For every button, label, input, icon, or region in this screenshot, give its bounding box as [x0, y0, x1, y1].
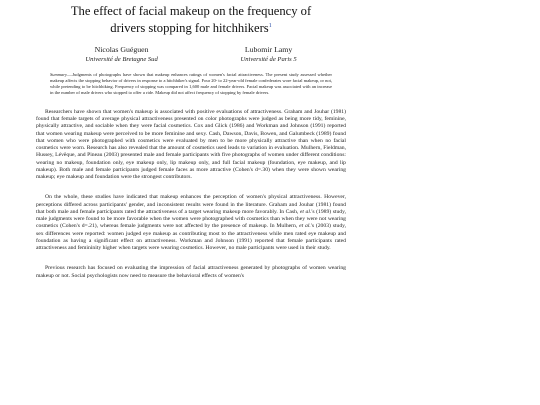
abstract: [50, 72, 332, 96]
abstract-label: Summary.: [50, 72, 68, 78]
paper-title: [36, 4, 346, 36]
body-paragraph-2: [36, 194, 346, 252]
author-affiliation: Université de Paris 5: [240, 56, 297, 64]
abstract-text: —Judgments of photographs have shown that makeup enhances ratings of women's facial attractiveness. The present study assessed whether makeup affects the stopping behavior of drivers in response to a hitchhiker's signal. Four 20- to 22-year-old female confederates wore facial makeup, or not, while pretending to be hitchhiking. Frequency of stopping was compared in 1,600 male and female drivers. Facial makeup was associated with an increase in the number of male drivers who stopped to offer a ride. Makeup did not affect frequency of stopping by female drivers.: [50, 72, 332, 95]
paragraph-text: On the whole, these studies have indicated that makeup enhances the perception of women's physical attractiveness. However, perceptions differed across participants' gender, and inconsistent results were found in the literature. Graham and Jouhar (1981) found that both male and female participants rated the attractiveness of a target wearing makeup more favorably. In Cash,: [36, 194, 346, 215]
paragraph-text: 's (2003) study, sex differences were reported: women judged eye makeup as contributing most to the attractiveness while men rated eye makeup and foundation as having a significant effect on attractiveness. Workman and Johnson (1991) reported that female participants rated attractiveness and femininity higher when targets were wearing cosmetics. However, no male participants were used in their study.: [36, 223, 347, 252]
et-al-italic: et al.: [299, 208, 312, 215]
author-2: [240, 45, 296, 64]
author-1: [85, 45, 157, 64]
author-name: Nicolas Guéguen: [94, 45, 149, 55]
title-line-1: The effect of facial makeup on the frequency of: [70, 4, 312, 18]
title-line-2: drivers stopping for hitchhikers: [110, 21, 269, 36]
body-paragraph-1: Researchers have shown that women's makeup is associated with positive evaluations of attractiveness. Graham and Jouhar (1981) found that female targets of average physical attractiveness presented on color photographs were judged as being more tidy, feminine, physically attractive, and sociable when they were facial cosmetics. Cox and Glick (1986) and Workman and Johnson (1991) reported that women wearing makeup were perceived to be more feminine and sexy. Cash, Dawson, Davis, Bowen, and Galumbeck (1989) found that women who were photographed with cosmetics were evaluated by men to be more physically attractive than when no facial cosmetics were worn. Research has also revealed that the amount of cosmetics used leads to variation in evaluation. Mulhern, Fieldman, Hussey, Lévêque, and Pineau (2003) presented male and female participants with five photographs of women under different conditions: wearing no makeup, foundation only, eye makeup only, lip makeup only, and full facial makeup (foundation, eye makeup, and lip makeup). Both male and female participants judged female faces as more attractive (Cohen's d=.30) when they were shown wearing makeup; eye makeup and foundation were the strongest contributors.: [36, 108, 346, 181]
title-footnote-marker[interactable]: 1: [268, 23, 272, 29]
paper-page: [36, 4, 346, 280]
author-name: Lubomir Lamy: [244, 45, 293, 55]
author-affiliation: Université de Bretagne Sud: [85, 56, 158, 64]
et-al-italic: et al.: [299, 223, 311, 230]
author-block: [36, 45, 346, 64]
body-paragraph-3: Previous research has focused on evaluating the impression of facial attractiveness generated by photographs of women wearing makeup or not. Social psychologists now need to measure the behavioral effects of women's: [36, 265, 346, 279]
paragraph-text: 's (1989) study, male judgments were found to be more favorable when the women were photographed with cosmetics than when they were not wearing cosmetics (Cohen's d=.21), whereas female judgments were not affected by the presence of makeup. In Mulhern,: [36, 208, 346, 230]
